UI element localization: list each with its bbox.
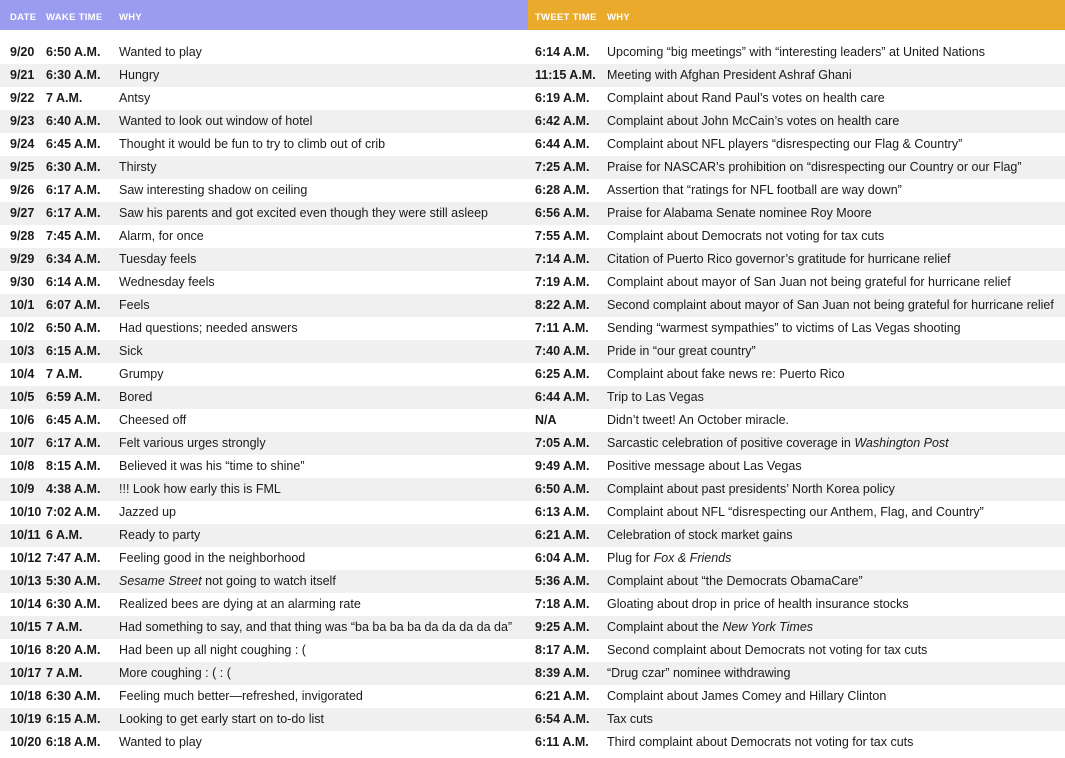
tweet-reason-cell: Gloating about drop in price of health insurance stocks (607, 597, 909, 611)
tweet-reason-cell: Trip to Las Vegas (607, 390, 704, 404)
tweet-time-cell: 8:17 A.M. (535, 643, 590, 657)
table-row (0, 708, 1065, 731)
tweet-time-cell: 9:25 A.M. (535, 620, 590, 634)
tweet-reason-cell: Complaint about mayor of San Juan not being grateful for hurricane relief (607, 275, 1011, 289)
italic-title: New York Times (722, 620, 814, 634)
wake-time-cell: 6:14 A.M. (46, 275, 101, 289)
wake-reason-cell: Feeling good in the neighborhood (119, 551, 306, 565)
tweet-time-cell: 6:54 A.M. (535, 712, 590, 726)
tweet-time-cell: 7:25 A.M. (535, 160, 590, 174)
table-row (0, 662, 1065, 685)
tweet-reason-cell: Third complaint about Democrats not voting for tax cuts (607, 735, 914, 749)
tweet-reason-cell: Meeting with Afghan President Ashraf Ghani (607, 68, 852, 82)
table-row (0, 202, 1065, 225)
wake-time-cell: 8:15 A.M. (46, 459, 101, 473)
table-row (0, 294, 1065, 317)
table-row (0, 41, 1065, 64)
wake-time-cell: 7:45 A.M. (46, 229, 101, 243)
tweet-time-cell: 6:28 A.M. (535, 183, 590, 197)
tweet-reason-cell (607, 616, 813, 639)
wake-time-cell: 6:15 A.M. (46, 344, 101, 358)
wake-reason-cell: Feels (119, 298, 150, 312)
italic-title: Sesame Street (119, 574, 202, 588)
tweet-reason-cell: Pride in “our great country” (607, 344, 756, 358)
date-cell: 10/17 (10, 666, 42, 680)
table-row (0, 133, 1065, 156)
date-cell: 10/19 (10, 712, 42, 726)
tweet-reason-cell: Assertion that “ratings for NFL football are way down” (607, 183, 902, 197)
tweet-time-cell: 6:50 A.M. (535, 482, 590, 496)
table-row (0, 64, 1065, 87)
tweet-time-cell: 6:56 A.M. (535, 206, 590, 220)
wake-time-cell: 6:18 A.M. (46, 735, 101, 749)
date-cell: 10/14 (10, 597, 42, 611)
wake-time-cell: 6 A.M. (46, 528, 83, 542)
table-row (0, 363, 1065, 386)
table-row (0, 409, 1065, 432)
tweet-reason-cell: Complaint about NFL players “disrespecting our Flag & Country” (607, 137, 963, 151)
date-cell: 10/5 (10, 390, 35, 404)
tweet-header-bar (528, 0, 1065, 30)
date-cell: 9/26 (10, 183, 35, 197)
tweet-reason-cell: Second complaint about Democrats not voting for tax cuts (607, 643, 928, 657)
wake-time-cell: 5:30 A.M. (46, 574, 101, 588)
wake-reason-cell: Thought it would be fun to try to climb out of crib (119, 137, 386, 151)
wake-time-cell: 6:45 A.M. (46, 137, 101, 151)
wake-time-cell: 6:15 A.M. (46, 712, 101, 726)
table-row (0, 547, 1065, 570)
table-row (0, 639, 1065, 662)
tweet-reason-cell: Citation of Puerto Rico governor’s gratitude for hurricane relief (607, 252, 951, 266)
tweet-reason-cell: Complaint about Rand Paul’s votes on health care (607, 91, 885, 105)
wake-time-cell: 6:59 A.M. (46, 390, 101, 404)
date-cell: 10/10 (10, 505, 42, 519)
date-cell: 10/13 (10, 574, 42, 588)
tweet-reason-cell: Didn’t tweet! An October miracle. (607, 413, 790, 427)
wake-time-cell: 7 A.M. (46, 91, 83, 105)
table-row (0, 432, 1065, 455)
wake-reason-cell: Alarm, for once (119, 229, 204, 243)
wake-reason-cell: !!! Look how early this is FML (119, 482, 281, 496)
table-row (0, 87, 1065, 110)
wake-reason-cell: Had something to say, and that thing was “ba ba ba ba da da da da da” (119, 620, 513, 634)
tweet-time-cell: 6:44 A.M. (535, 390, 590, 404)
table-row (0, 570, 1065, 593)
date-cell: 9/27 (10, 206, 35, 220)
wake-time-cell: 7:02 A.M. (46, 505, 101, 519)
italic-title: Fox & Friends (653, 551, 732, 565)
tweet-reason-cell (607, 432, 949, 455)
date-cell: 9/21 (10, 68, 35, 82)
tweet-time-cell: 7:19 A.M. (535, 275, 590, 289)
wake-time-cell: 7:47 A.M. (46, 551, 101, 565)
table-row (0, 340, 1065, 363)
tweet-time-cell: 6:14 A.M. (535, 45, 590, 59)
tweet-reason-cell: Complaint about fake news re: Puerto Rico (607, 367, 845, 381)
tweet-reason-cell: Tax cuts (607, 712, 653, 726)
date-cell: 9/22 (10, 91, 35, 105)
tweet-reason-cell: Complaint about James Comey and Hillary Clinton (607, 689, 887, 703)
wake-time-cell: 6:30 A.M. (46, 597, 101, 611)
wake-reason-cell: More coughing : ( : ( (119, 666, 231, 680)
wake-time-cell: 6:50 A.M. (46, 321, 101, 335)
tweet-time-cell: 7:55 A.M. (535, 229, 590, 243)
tweet-time-cell: 11:15 A.M. (535, 68, 596, 82)
wake-reason-cell: Believed it was his “time to shine” (119, 459, 305, 473)
date-cell: 9/25 (10, 160, 35, 174)
tweet-reason-cell: Complaint about past presidents’ North Korea policy (607, 482, 895, 496)
tweet-reason-cell: Complaint about “the Democrats ObamaCare” (607, 574, 863, 588)
tweet-time-cell: 7:14 A.M. (535, 252, 590, 266)
table-row (0, 225, 1065, 248)
wake-reason-cell: Saw interesting shadow on ceiling (119, 183, 308, 197)
wake-reason-cell: Sick (119, 344, 143, 358)
date-cell: 10/7 (10, 436, 35, 450)
wake-time-cell: 6:30 A.M. (46, 689, 101, 703)
tweet-why-column-header: WHY (607, 12, 631, 23)
table-row (0, 524, 1065, 547)
tweet-reason-cell: Complaint about NFL “disrespecting our Anthem, Flag, and Country” (607, 505, 984, 519)
date-cell: 9/20 (10, 45, 35, 59)
tweet-reason-cell: Celebration of stock market gains (607, 528, 793, 542)
date-cell: 10/6 (10, 413, 35, 427)
tweet-time-cell: N/A (535, 413, 557, 427)
wake-time-cell: 6:40 A.M. (46, 114, 101, 128)
wake-time-cell: 7 A.M. (46, 666, 83, 680)
table-row (0, 317, 1065, 340)
text-part: Complaint about the (607, 620, 723, 634)
table-body (0, 41, 1065, 754)
tweet-time-cell: 7:40 A.M. (535, 344, 590, 358)
date-cell: 10/1 (10, 298, 35, 312)
wake-reason-cell: Cheesed off (119, 413, 187, 427)
wake-reason-cell: Antsy (119, 91, 151, 105)
date-cell: 10/18 (10, 689, 42, 703)
wake-reason-cell: Feeling much better—refreshed, invigorated (119, 689, 363, 703)
wake-time-cell: 6:17 A.M. (46, 436, 101, 450)
tweet-time-cell: 8:22 A.M. (535, 298, 590, 312)
tweet-reason-cell: Praise for NASCAR’s prohibition on “disrespecting our Country or our Flag” (607, 160, 1022, 174)
table-row (0, 271, 1065, 294)
table-row (0, 685, 1065, 708)
table-row (0, 455, 1065, 478)
date-column-header: DATE (10, 12, 37, 23)
table-row (0, 248, 1065, 271)
wake-reason-cell: Bored (119, 390, 153, 404)
tweet-time-cell: 6:19 A.M. (535, 91, 590, 105)
wake-reason-cell: Saw his parents and got excited even though they were still asleep (119, 206, 488, 220)
wake-reason-cell: Had been up all night coughing : ( (119, 643, 306, 657)
tweet-time-cell: 6:04 A.M. (535, 551, 590, 565)
wake-reason-cell (119, 570, 336, 593)
wake-reason-cell: Wanted to play (119, 45, 202, 59)
date-cell: 9/24 (10, 137, 35, 151)
tweet-time-cell: 6:11 A.M. (535, 735, 589, 749)
tweet-reason-cell: “Drug czar” nominee withdrawing (607, 666, 791, 680)
tweet-reason-cell: Complaint about John McCain’s votes on health care (607, 114, 900, 128)
tweet-reason-cell: Praise for Alabama Senate nominee Roy Moore (607, 206, 872, 220)
date-cell: 9/29 (10, 252, 35, 266)
tweet-time-cell: 6:25 A.M. (535, 367, 590, 381)
wake-reason-cell: Wednesday feels (119, 275, 215, 289)
date-cell: 9/28 (10, 229, 35, 243)
text-part: not going to watch itself (201, 574, 336, 588)
date-cell: 10/16 (10, 643, 42, 657)
table-row (0, 501, 1065, 524)
tweet-reason-cell: Sending “warmest sympathies” to victims of Las Vegas shooting (607, 321, 961, 335)
date-cell: 10/12 (10, 551, 42, 565)
italic-title: Washington Post (854, 436, 949, 450)
wake-why-column-header: WHY (119, 12, 143, 23)
table-row (0, 386, 1065, 409)
wake-time-cell: 6:45 A.M. (46, 413, 101, 427)
tweet-time-cell: 7:11 A.M. (535, 321, 589, 335)
tweet-time-cell: 6:13 A.M. (535, 505, 590, 519)
tweet-time-cell: 7:18 A.M. (535, 597, 590, 611)
tweet-time-cell: 6:21 A.M. (535, 689, 590, 703)
wake-reason-cell: Hungry (119, 68, 160, 82)
wake-reason-cell: Wanted to play (119, 735, 202, 749)
tweet-time-cell: 5:36 A.M. (535, 574, 590, 588)
date-cell: 10/20 (10, 735, 42, 749)
wake-reason-cell: Jazzed up (119, 505, 176, 519)
table-row (0, 179, 1065, 202)
text-part: Sarcastic celebration of positive coverage in (607, 436, 855, 450)
wake-time-cell: 6:17 A.M. (46, 206, 101, 220)
wake-time-cell: 7 A.M. (46, 367, 83, 381)
wake-time-cell: 6:30 A.M. (46, 68, 101, 82)
tweet-reason-cell (607, 547, 731, 570)
wake-reason-cell: Realized bees are dying at an alarming rate (119, 597, 361, 611)
wake-time-cell: 4:38 A.M. (46, 482, 101, 496)
wake-time-column-header: WAKE TIME (46, 12, 103, 23)
wake-reason-cell: Grumpy (119, 367, 164, 381)
tweet-time-cell: 8:39 A.M. (535, 666, 590, 680)
wake-reason-cell: Thirsty (119, 160, 157, 174)
wake-time-cell: 7 A.M. (46, 620, 83, 634)
wake-time-cell: 6:17 A.M. (46, 183, 101, 197)
date-cell: 10/15 (10, 620, 42, 634)
date-cell: 10/11 (10, 528, 41, 542)
date-cell: 10/3 (10, 344, 35, 358)
table-row (0, 478, 1065, 501)
date-cell: 9/23 (10, 114, 35, 128)
wake-reason-cell: Wanted to look out window of hotel (119, 114, 313, 128)
date-cell: 10/9 (10, 482, 35, 496)
date-cell: 10/2 (10, 321, 35, 335)
wake-reason-cell: Had questions; needed answers (119, 321, 298, 335)
table-row (0, 731, 1065, 754)
wake-reason-cell: Ready to party (119, 528, 201, 542)
tweet-time-cell: 9:49 A.M. (535, 459, 590, 473)
table-row (0, 593, 1065, 616)
tweet-reason-cell: Upcoming “big meetings” with “interesting leaders” at United Nations (607, 45, 985, 59)
wake-time-cell: 6:34 A.M. (46, 252, 101, 266)
table-row (0, 110, 1065, 133)
tweet-reason-cell: Positive message about Las Vegas (607, 459, 802, 473)
tweet-time-cell: 6:21 A.M. (535, 528, 590, 542)
table-row (0, 616, 1065, 639)
wake-reason-cell: Tuesday feels (119, 252, 197, 266)
tweet-reason-cell: Second complaint about mayor of San Juan not being grateful for hurricane relief (607, 298, 1054, 312)
wake-time-cell: 8:20 A.M. (46, 643, 101, 657)
tweet-time-cell: 6:44 A.M. (535, 137, 590, 151)
tweet-time-cell: 6:42 A.M. (535, 114, 590, 128)
date-cell: 10/8 (10, 459, 35, 473)
wake-header-bar (0, 0, 528, 30)
wake-time-cell: 6:30 A.M. (46, 160, 101, 174)
date-cell: 9/30 (10, 275, 35, 289)
tweet-time-column-header: TWEET TIME (535, 12, 597, 23)
table-row (0, 156, 1065, 179)
tweet-reason-cell: Complaint about Democrats not voting for tax cuts (607, 229, 885, 243)
tweet-time-cell: 7:05 A.M. (535, 436, 590, 450)
date-cell: 10/4 (10, 367, 35, 381)
text-part: Plug for (607, 551, 654, 565)
wake-time-cell: 6:07 A.M. (46, 298, 101, 312)
wake-reason-cell: Looking to get early start on to-do list (119, 712, 324, 726)
wake-reason-cell: Felt various urges strongly (119, 436, 266, 450)
wake-time-cell: 6:50 A.M. (46, 45, 101, 59)
